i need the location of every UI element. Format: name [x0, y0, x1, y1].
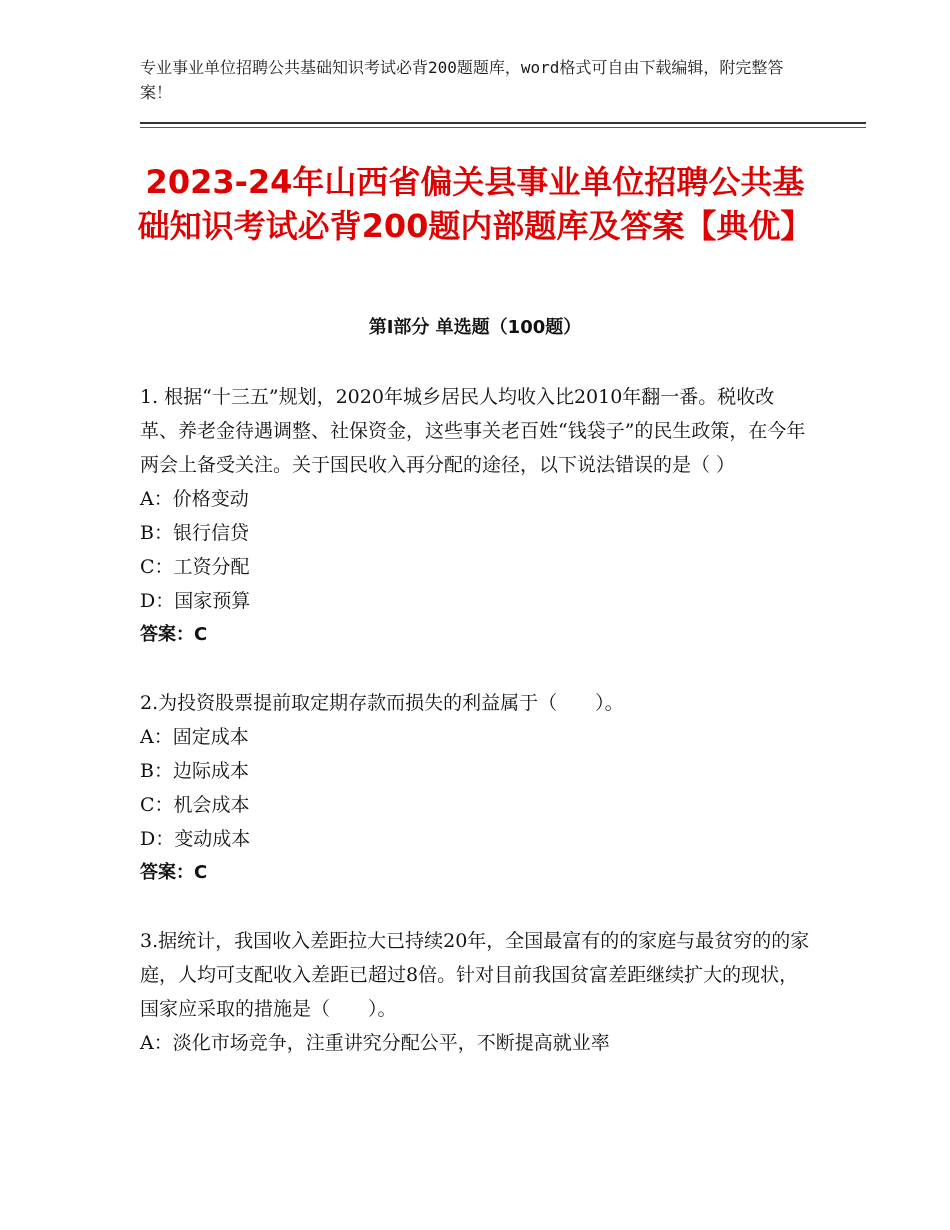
document-title: 2023-24年山西省偏关县事业单位招聘公共基础知识考试必背200题内部题库及答案【典优】	[137, 163, 813, 245]
option-a: A：淡化市场竞争，注重讲究分配公平，不断提高就业率	[140, 1032, 610, 1054]
option-a: A：价格变动	[140, 488, 249, 510]
question-stem: 1. 根据“十三五”规划，2020年城乡居民人均收入比2010年翻一番。税收改革、养老金待遇调整、社保资金，这些事关老百姓“钱袋子”的民生政策，在今年两会上备受关注。关于国民收入再分配的途径，以下说法错误的是（ ）	[140, 386, 806, 476]
option-d: D：国家预算	[140, 590, 251, 612]
question-3	[140, 924, 810, 1060]
answer-line: 答案：C	[140, 862, 208, 883]
header-divider-thin	[140, 127, 866, 128]
section-heading: 第Ⅰ部分 单选题（100题）	[368, 317, 582, 338]
option-c: C：机会成本	[140, 794, 250, 816]
option-d: D：变动成本	[140, 828, 251, 850]
question-1	[140, 380, 810, 652]
answer-line: 答案：C	[140, 624, 208, 645]
question-2	[140, 686, 810, 890]
header-note: 专业事业单位招聘公共基础知识考试必背200题题库，word格式可自由下载编辑，附完整答案！	[140, 58, 784, 102]
header-divider-thick	[140, 122, 866, 124]
question-spacer	[140, 652, 810, 686]
option-c: C：工资分配	[140, 556, 250, 578]
question-stem: 2.为投资股票提前取定期存款而损失的利益属于（ ）。	[140, 692, 624, 714]
option-b: B：边际成本	[140, 760, 249, 782]
option-b: B：银行信贷	[140, 522, 249, 544]
question-list	[140, 380, 810, 1060]
question-spacer	[140, 890, 810, 924]
question-stem: 3.据统计，我国收入差距拉大已持续20年，全国最富有的的家庭与最贫穷的的家庭，人均可支配收入差距已超过8倍。针对目前我国贫富差距继续扩大的现状，国家应采取的措施是（ ）。	[140, 930, 810, 1020]
option-a: A：固定成本	[140, 726, 249, 748]
